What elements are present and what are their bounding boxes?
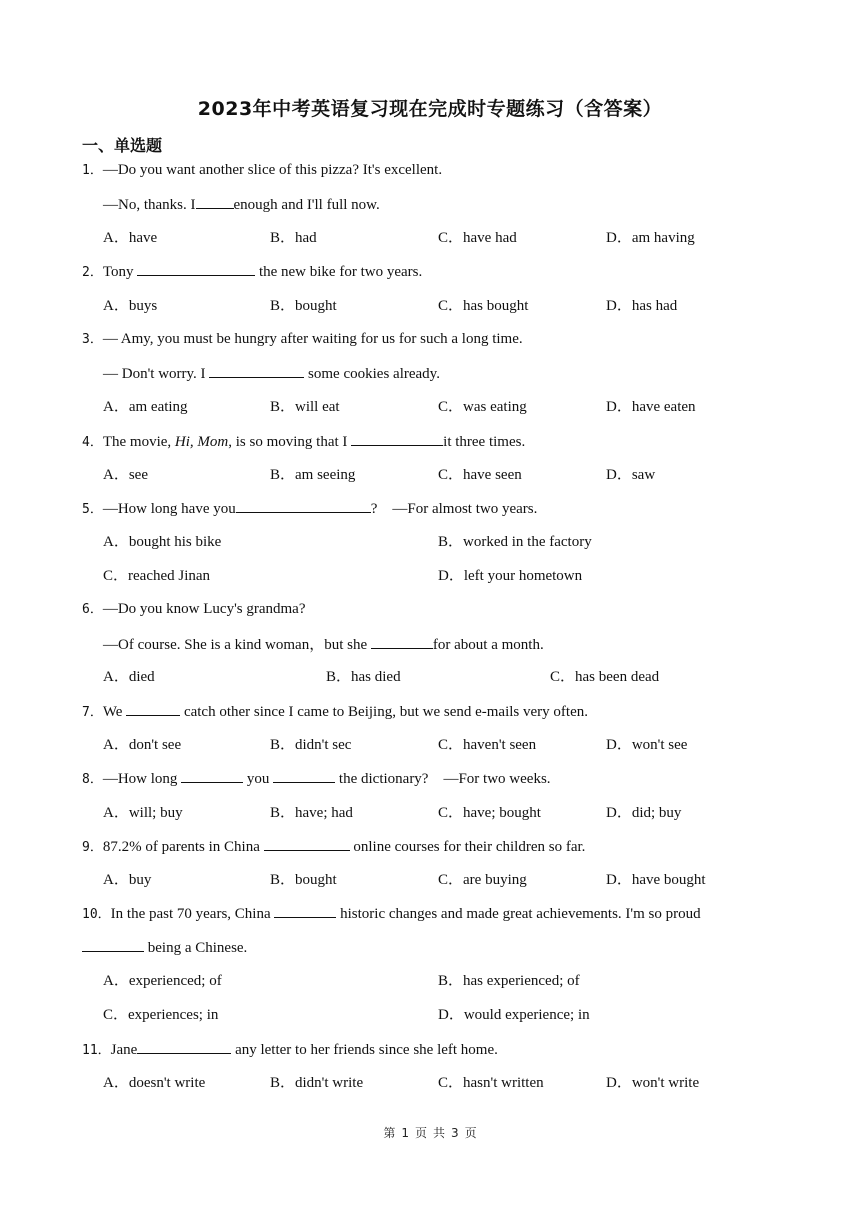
option-b[interactable]: B．had [270, 230, 317, 246]
footer-text: 页 [464, 1126, 477, 1140]
question-11 [82, 1039, 498, 1061]
question-number: 5． [82, 502, 103, 517]
question-4 [82, 431, 525, 453]
option-c[interactable]: C．have seen [438, 467, 522, 483]
option-a[interactable]: A．buys [103, 298, 158, 314]
question-text: it three times. [443, 434, 526, 450]
page-number: 1 [401, 1126, 409, 1140]
question-6-line-2 [103, 634, 544, 655]
option-b[interactable]: B．am seeing [270, 467, 356, 483]
question-text: for about a month. [432, 637, 544, 653]
answer-blank [351, 431, 443, 446]
question-7 [82, 701, 588, 723]
option-a[interactable]: A．bought his bike [103, 534, 222, 550]
option-b[interactable]: B．bought [270, 298, 337, 314]
question-2 [82, 261, 422, 283]
option-c[interactable]: C．has been dead [550, 669, 660, 685]
answer-blank [236, 498, 371, 513]
question-text: , is so moving that I [228, 434, 348, 450]
option-b[interactable]: B．worked in the factory [438, 534, 592, 550]
option-a[interactable]: A．have [103, 230, 158, 246]
option-d[interactable]: D．saw [606, 467, 656, 483]
option-d[interactable]: D．am having [606, 230, 695, 246]
option-d[interactable]: D．has had [606, 298, 678, 314]
page-title: 2023年中考英语复习现在完成时专题练习（含答案） [197, 98, 663, 120]
question-text: any letter to her friends since she left home. [235, 1042, 498, 1058]
answer-blank [126, 701, 180, 716]
option-c[interactable]: C．are buying [438, 872, 527, 888]
option-c[interactable]: C．was eating [438, 399, 527, 415]
page-total: 3 [451, 1126, 459, 1140]
question-number: 11． [82, 1043, 111, 1058]
footer-text: 共 [433, 1126, 446, 1140]
option-d[interactable]: D．left your hometown [438, 568, 583, 584]
question-number: 10． [82, 907, 111, 922]
question-number: 7． [82, 705, 103, 720]
question-text: The movie, [102, 434, 175, 450]
answer-blank [274, 903, 336, 918]
option-d[interactable]: D．won't see [606, 737, 688, 753]
question-text: —No, thanks. I [103, 197, 196, 213]
question-text: We [102, 704, 123, 720]
question-text: — Don't worry. I [103, 366, 206, 382]
answer-blank [82, 937, 144, 952]
option-b[interactable]: B．have; had [270, 805, 353, 821]
answer-blank [264, 836, 350, 851]
question-number: 8． [82, 772, 103, 787]
question-text: the new bike for two years. [258, 264, 423, 280]
answer-blank [137, 1039, 231, 1054]
question-3-line-2 [103, 363, 440, 384]
option-c[interactable]: C．hasn't written [438, 1075, 544, 1091]
question-1-line-2 [103, 194, 380, 215]
answer-blank [273, 768, 335, 783]
question-text: —How long [102, 771, 178, 787]
option-c[interactable]: C．reached Jinan [103, 568, 211, 584]
answer-blank [371, 634, 433, 649]
option-d[interactable]: D．have eaten [606, 399, 696, 415]
footer-text: 第 [383, 1126, 396, 1140]
question-9 [82, 836, 585, 858]
question-text: Tony [102, 264, 134, 280]
question-8 [82, 768, 551, 790]
option-d[interactable]: D．did; buy [606, 805, 682, 821]
question-text: catch other since I came to Beijing, but we send e-mails very often. [183, 704, 588, 720]
option-b[interactable]: B．didn't sec [270, 737, 352, 753]
answer-blank [137, 261, 255, 276]
option-a[interactable]: A．will; buy [103, 805, 183, 821]
option-b[interactable]: B．has died [326, 669, 401, 685]
option-c[interactable]: C．has bought [438, 298, 529, 314]
question-text: —How long have you [102, 501, 236, 517]
question-text: historic changes and made great achievements. I'm so proud [340, 906, 701, 922]
option-b[interactable]: B．didn't write [270, 1075, 364, 1091]
question-text: —Do you know Lucy's grandma? [102, 601, 306, 617]
option-c[interactable]: C．experiences; in [103, 1007, 219, 1023]
question-text: online courses for their children so far. [353, 839, 586, 855]
question-6 [82, 599, 306, 620]
question-text: some cookies already. [308, 366, 440, 382]
option-a[interactable]: A．died [103, 669, 155, 685]
question-text: ? —For almost two years. [370, 501, 538, 517]
option-a[interactable]: A．doesn't write [103, 1075, 206, 1091]
question-number: 3． [82, 332, 103, 347]
question-10 [82, 903, 701, 925]
question-number: 9． [82, 840, 103, 855]
option-c[interactable]: C．have had [438, 230, 517, 246]
question-5 [82, 498, 537, 520]
question-number: 1． [82, 163, 103, 178]
option-d[interactable]: D．won't write [606, 1075, 700, 1091]
option-b[interactable]: B．bought [270, 872, 337, 888]
question-3 [82, 329, 523, 350]
question-1 [82, 160, 442, 181]
question-text: Jane [110, 1042, 138, 1058]
question-text: —Of course. She is a kind woman，but she [103, 637, 368, 653]
footer-text: 页 [414, 1126, 427, 1140]
question-number: 2． [82, 265, 103, 280]
option-c[interactable]: C．have; bought [438, 805, 541, 821]
answer-blank [196, 194, 234, 209]
question-text: being a Chinese. [147, 940, 248, 956]
movie-title: Hi, Mom [174, 434, 229, 450]
question-text: you [246, 771, 270, 787]
question-number: 4． [82, 435, 103, 450]
question-text: 87.2% of parents in China [102, 839, 260, 855]
option-a[interactable]: A．don't see [103, 737, 182, 753]
question-number: 6． [82, 602, 103, 617]
option-d[interactable]: D．have bought [606, 872, 706, 888]
question-text: enough and I'll full now. [233, 197, 380, 213]
section-heading: 一、单选题 [82, 136, 163, 155]
option-b[interactable]: B．has experienced; of [438, 973, 580, 989]
answer-blank [181, 768, 243, 783]
option-a[interactable]: A．see [103, 467, 148, 483]
question-text: —Do you want another slice of this pizza? It's excellent. [102, 162, 443, 178]
option-a[interactable]: A．experienced; of [103, 973, 222, 989]
page-footer [0, 1124, 860, 1141]
option-d[interactable]: D．would experience; in [438, 1007, 590, 1023]
option-a[interactable]: A．buy [103, 872, 152, 888]
question-text: the dictionary? —For two weeks. [338, 771, 551, 787]
question-text: In the past 70 years, China [110, 906, 271, 922]
option-b[interactable]: B．will eat [270, 399, 340, 415]
question-10-line-2 [82, 937, 247, 958]
question-text: — Amy, you must be hungry after waiting for us for such a long time. [102, 331, 523, 347]
option-c[interactable]: C．haven't seen [438, 737, 537, 753]
answer-blank [209, 363, 304, 378]
option-a[interactable]: A．am eating [103, 399, 188, 415]
